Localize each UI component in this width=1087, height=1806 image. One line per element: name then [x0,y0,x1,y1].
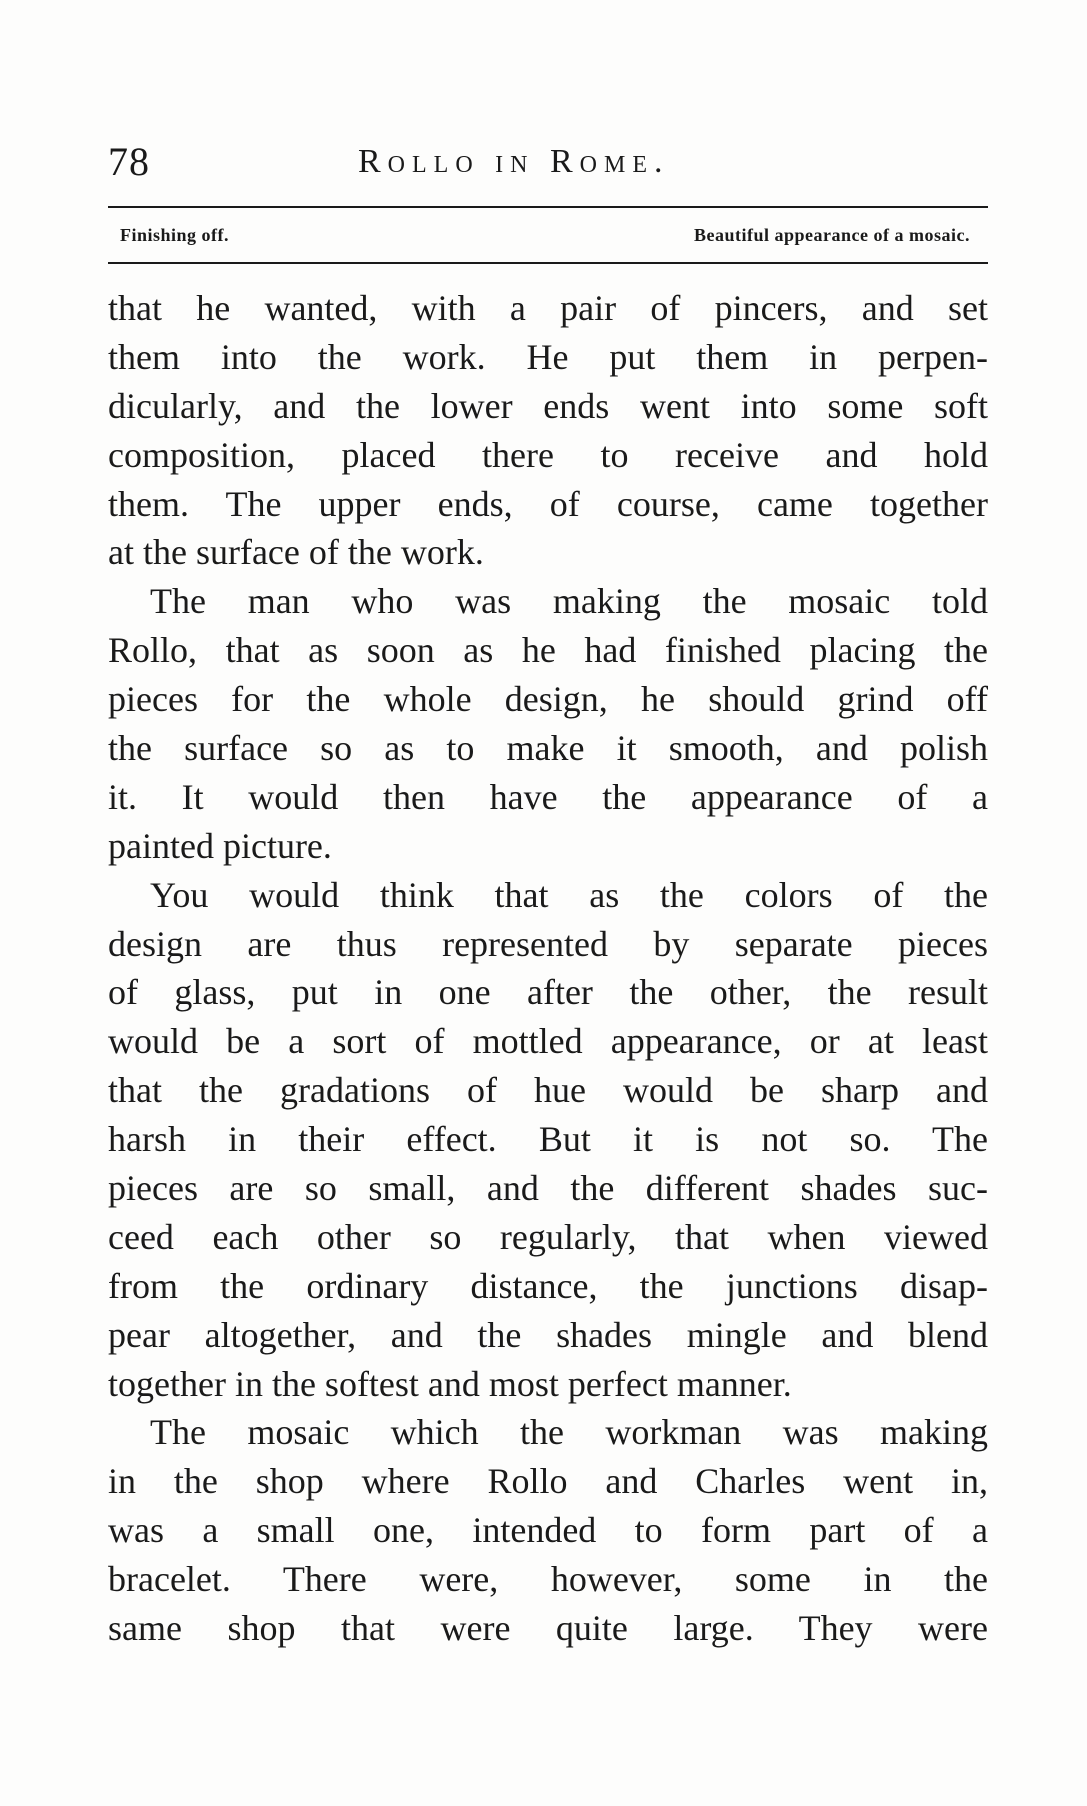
text-line: painted picture. [108,825,332,866]
marginal-notes [120,216,970,254]
text-line: that he wanted, with a pair of pincers, and set [108,288,988,328]
page-number: 78 [108,139,150,184]
running-head [108,136,988,188]
text-line: it. It would then have the appearance of a [108,776,988,817]
marginal-note-left: Finishing off. [120,225,230,245]
book-title: Rollo in Rome. [358,143,670,180]
text-line: Rollo, that as soon as he had finished placing the [108,630,988,671]
text-line: You would think that as the colors of the [150,874,988,915]
paragraph-1 [108,284,988,577]
text-line: pieces for the whole design, he should grind off [108,679,988,720]
marginal-note-right: Beautiful appearance of a mosaic. [694,225,970,245]
text-line: at the surface of the work. [108,532,484,573]
text-line: would be a sort of mottled appearance, or at least [108,1021,988,1062]
text-line: The man who was making the mosaic told [150,581,988,622]
text-line: them into the work. He put them in perpen- [108,336,988,377]
text-line: pieces are so small, and the different shades suc- [108,1168,988,1209]
body-text [108,284,988,1653]
text-line: the surface so as to make it smooth, and polish [108,728,988,769]
text-line: of glass, put in one after the other, the result [108,972,988,1013]
text-line: composition, placed there to receive and hold [108,434,988,475]
text-line: harsh in their effect. But it is not so. The [108,1119,988,1160]
paragraph-2 [108,577,988,870]
text-line: from the ordinary distance, the junctions disap- [108,1265,988,1306]
paragraph-3 [108,871,988,1409]
text-line: that the gradations of hue would be sharp and [108,1070,988,1111]
header-rule-bottom [108,262,988,264]
paragraph-4 [108,1408,988,1652]
text-line: ceed each other so regularly, that when viewed [108,1216,988,1257]
text-line: together in the softest and most perfect manner. [108,1363,792,1404]
text-line: in the shop where Rollo and Charles went in, [108,1461,988,1502]
text-line: dicularly, and the lower ends went into some soft [108,385,988,426]
text-line: The mosaic which the workman was making [150,1412,988,1453]
header-rule-top [108,206,988,208]
text-line: was a small one, intended to form part of a [108,1510,988,1551]
text-line: pear altogether, and the shades mingle and blend [108,1314,988,1355]
text-line: design are thus represented by separate pieces [108,923,988,964]
text-line: same shop that were quite large. They were [108,1608,988,1649]
text-line: bracelet. There were, however, some in the [108,1559,988,1600]
text-line: them. The upper ends, of course, came together [108,483,988,524]
